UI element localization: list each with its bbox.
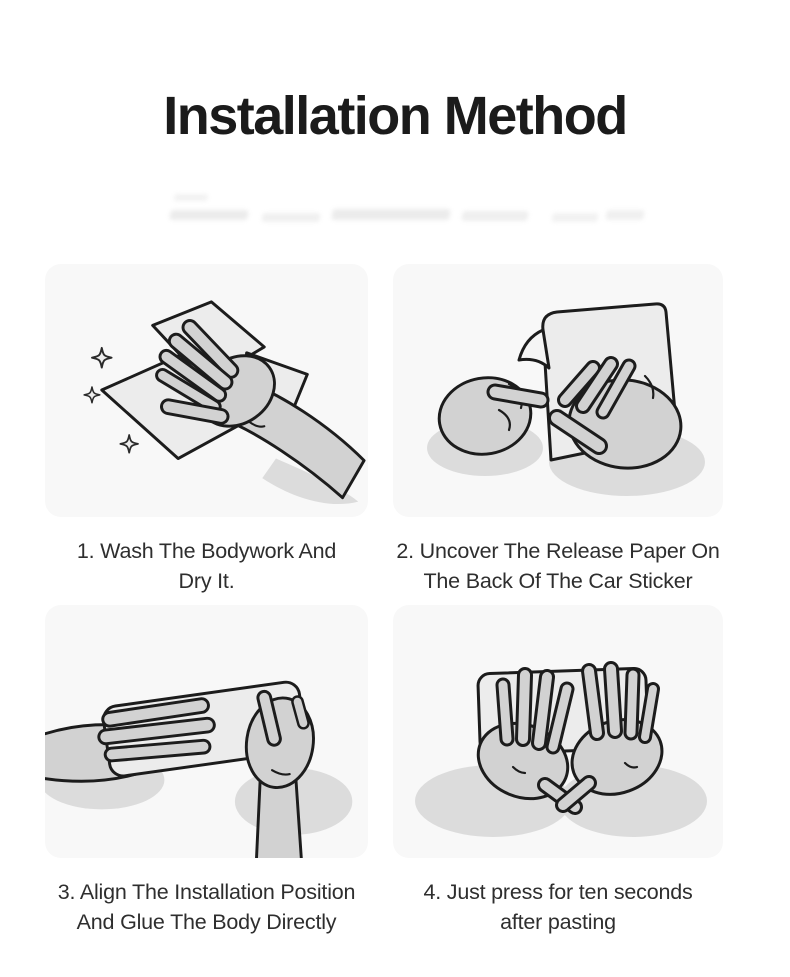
caption-line: 2. Uncover The Release Paper On (396, 539, 720, 563)
step-3-caption (45, 858, 368, 946)
caption-line: 3. Align The Installation Position (57, 880, 356, 904)
hand-wiping-cloth-icon (45, 264, 368, 517)
step-4-panel (393, 605, 723, 858)
step-1-panel (45, 264, 368, 517)
caption-line: after pasting (500, 910, 616, 934)
steps-grid (45, 264, 723, 946)
step-1 (45, 264, 368, 605)
hands-pressing-sticker-icon (393, 605, 723, 858)
step-2-panel (393, 264, 723, 517)
caption-line: And Glue The Body Directly (76, 910, 337, 934)
step-3 (45, 605, 368, 946)
caption-line: 4. Just press for ten seconds (423, 880, 693, 904)
step-2-caption (393, 517, 723, 605)
caption-line: 1. Wash The Bodywork And (76, 539, 337, 563)
faded-watermark-text (170, 192, 645, 228)
step-4-caption (393, 858, 723, 946)
step-2 (393, 264, 723, 605)
step-4 (393, 605, 723, 946)
caption-line: Dry It. (178, 569, 235, 593)
hands-aligning-sticker-icon (45, 605, 368, 858)
page-title: Installation Method (163, 86, 627, 146)
hands-peeling-release-paper-icon (393, 264, 723, 517)
caption-line: The Back Of The Car Sticker (423, 569, 693, 593)
step-1-caption (45, 517, 368, 605)
step-3-panel (45, 605, 368, 858)
